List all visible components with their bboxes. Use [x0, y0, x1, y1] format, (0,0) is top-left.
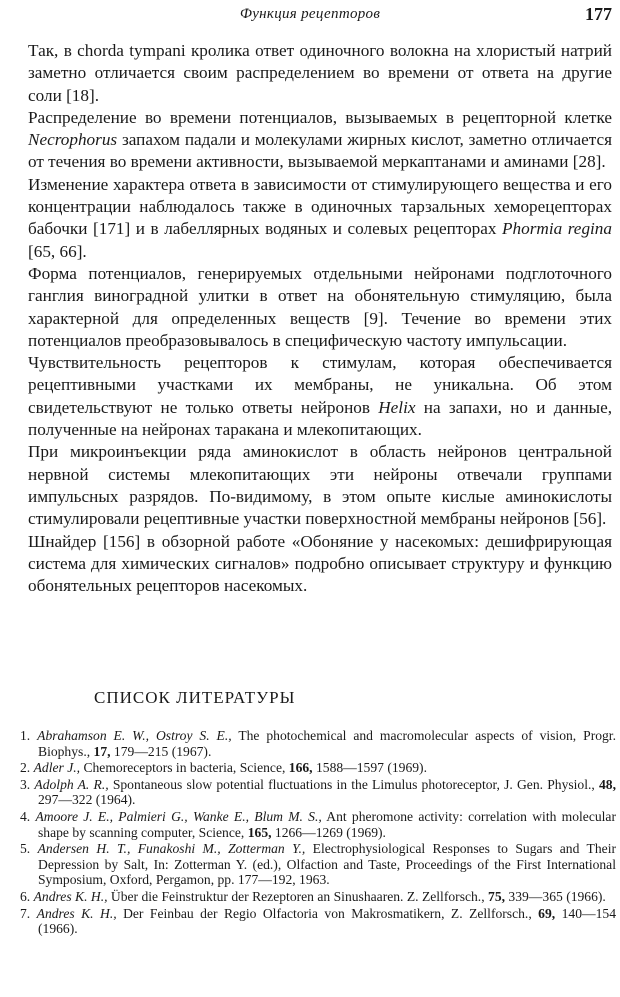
body-text	[28, 40, 612, 597]
paragraph-text: Шнайдер [156] в обзорной работе «Обоняние у насекомых: дешифрирующая система для химических сигналов» подробно описывает структуру и функцию обонятельных рецепторов насекомых.	[28, 531, 612, 596]
reference-item: 7. Andres K. H., Der Feinbau der Regio Olfactoria von Makrosmatikern, Z. Zellforsch., 69, 140—154 (1966).	[20, 905, 616, 937]
paragraph	[28, 174, 612, 263]
paragraph	[28, 107, 612, 174]
paragraph	[28, 352, 612, 441]
reference-item: 4. Amoore J. E., Palmieri G., Wanke E., Blum M. S., Ant pheromone activity: correlation with molecular shape by scanning computer, Science, 165, 1266—1269 (1969).	[20, 808, 616, 840]
reference-item: 1. Abrahamson E. W., Ostroy S. E., The photochemical and macromolecular aspects of vision, Progr. Biophys., 17, 179—215 (1967).	[20, 728, 616, 759]
paragraph-text: запахом падали и молекулами жирных кислот, заметно отличается от течения во времени активности, вызываемой меркаптанами и аминами [28].	[28, 130, 612, 172]
species-name: Phormia regina	[502, 219, 612, 239]
paragraph-text: Распределение во времени потенциалов, вызываемых в рецепторной клетке	[28, 107, 612, 127]
running-title: Функция рецепторов	[239, 6, 381, 22]
reference-item: 3. Adolph A. R., Spontaneous slow potential fluctuations in the Limulus photoreceptor, J. Gen. Physiol., 48, 297—322 (1964).	[20, 776, 616, 808]
paragraph	[28, 263, 612, 352]
paragraph-text: При микроинъекции ряда аминокислот в область нейронов центральной нервной системы млекопитающих эти нейроны отвечали группами импульсных разрядов. По-видимому, в этом опыте кислые аминокислоты стимулировали рецептивные участки поверхностной мембраны нейронов [56].	[28, 442, 612, 529]
paragraph-text: Так, в chorda tympani кролика ответ одиночного волокна на хлористый натрий заметно отличается своим распределением во времени от ответа на другие соли [18].	[28, 41, 612, 105]
reference-item: 6. Andres K. H., Über die Feinstruktur der Rezeptoren an Sinushaaren. Z. Zellforsch., 75, 339—365 (1966).	[20, 888, 606, 904]
paragraph-text: Чувствительность рецепторов к стимулам, которая обеспечивается рецептивными участками их мембраны, не уникальна. Об этом свидетельствуют не только ответы нейронов	[28, 353, 612, 417]
page-header	[0, 4, 620, 30]
paragraph-text: [65, 66].	[28, 241, 87, 261]
species-name: Helix	[378, 397, 416, 417]
page-number: 177	[585, 4, 612, 24]
species-name: Necrophorus	[28, 130, 118, 150]
paragraph	[28, 441, 612, 530]
paragraph-text: Форма потенциалов, генерируемых отдельными нейронами подглоточного ганглия виноградной улитки в ответ на обонятельную стимуляцию, была характерной для определенных веществ [9]. Течение во времени этих потенциалов преобразовывалось в специфическую частоту импульсации.	[28, 263, 612, 350]
paragraph-text: Изменение характера ответа в зависимости от стимулирующего вещества и его концентрации наблюдалось также в одиночных тарзальных хеморецепторах бабочки [171] и в лабеллярных водяных и солевых рецепторах	[28, 174, 612, 239]
references-heading: СПИСОК ЛИТЕРАТУРЫ	[94, 688, 296, 707]
reference-item: 5. Andersen H. T., Funakoshi M., Zotterman Y., Electrophysiological Responses to Sugars and Their Depression by Salt, In: Zotterman Y. (ed.), Olfaction and Taste, Proceedings of the First International Symposium, Oxford, Pergamon, pp. 177—192, 1963.	[20, 841, 616, 888]
paragraph	[28, 40, 612, 107]
paragraph	[28, 531, 612, 598]
reference-item: 2. Adler J., Chemoreceptors in bacteria, Science, 166, 1588—1597 (1969).	[20, 760, 427, 776]
references-list	[20, 728, 616, 938]
paragraph-text: на запахи, но и данные, полученные на нейронах таракана и млекопитающих.	[28, 397, 613, 440]
